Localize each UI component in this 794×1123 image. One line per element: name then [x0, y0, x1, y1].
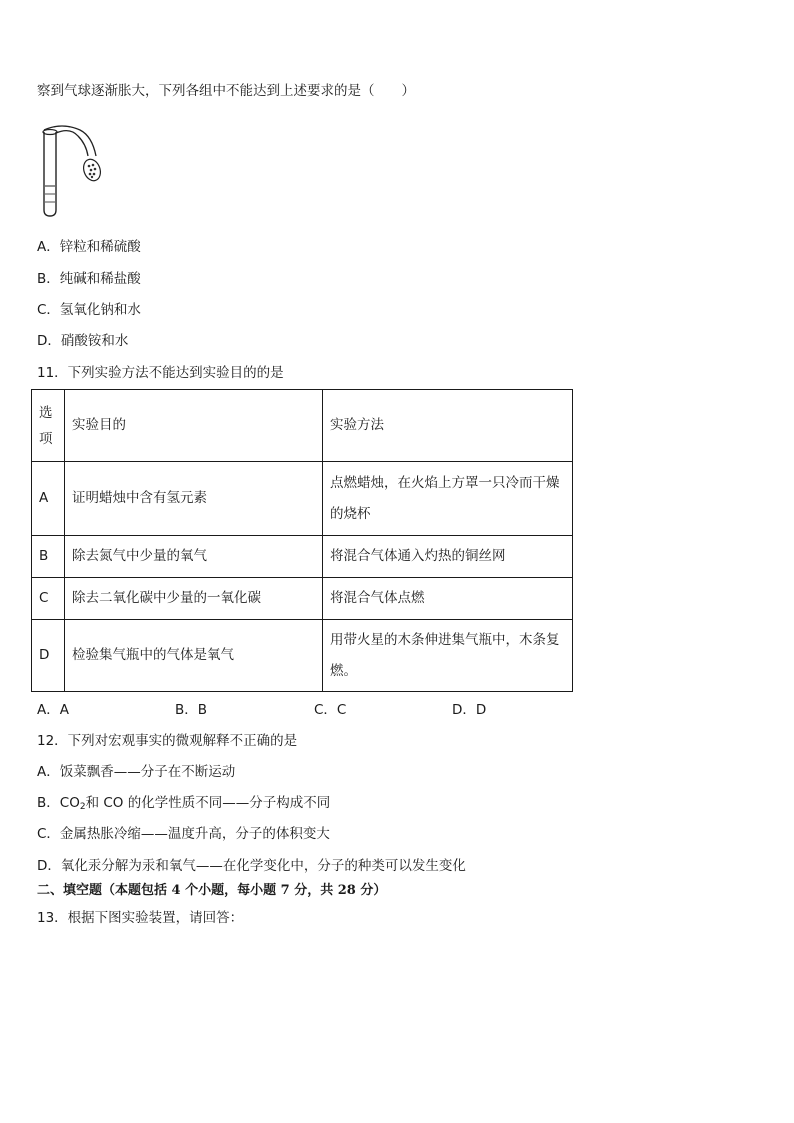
q12-stem: 12．下列对宏观事实的微观解释不正确的是: [37, 733, 298, 749]
q10-option-b: B．纯碱和稀盐酸: [37, 271, 141, 287]
table-row: [32, 462, 573, 536]
q11-answer-d: D．D: [452, 702, 487, 718]
row-method: 点燃蜡烛，在火焰上方罩一只冷而干燥 的烧杯: [323, 462, 573, 536]
experiment-table: [31, 389, 573, 692]
q12-option-c: C．金属热胀冷缩——温度升高，分子的体积变大: [37, 826, 330, 842]
row-purpose: 除去二氧化碳中少量的一氧化碳: [65, 578, 323, 620]
table-row: [32, 578, 573, 620]
q13-stem: 13．根据下图实验装置，请回答：: [37, 910, 244, 926]
header-purpose: 实验目的: [65, 390, 323, 462]
q11-answer-b: B．B: [175, 702, 208, 718]
q12-option-b: B．$CO_2$和 CO 的化学性质不同——分子构成不同: [37, 795, 331, 812]
row-purpose: 证明蜡烛中含有氢元素: [65, 462, 323, 536]
header-option: 选项: [32, 390, 65, 462]
q10-option-d: D．硝酸铵和水: [37, 333, 129, 349]
q10-option-a: A．锌粒和稀硫酸: [37, 239, 141, 255]
q11-answer-a: A．A: [37, 702, 69, 718]
row-purpose: 除去氮气中少量的氧气: [65, 536, 323, 578]
table-row: [32, 620, 573, 692]
row-option: B: [32, 536, 65, 578]
table-header-row: [32, 390, 573, 462]
row-option: C: [32, 578, 65, 620]
row-method: 用带火星的木条伸进集气瓶中，木条复 燃。: [323, 620, 573, 692]
q10-stem-tail: 察到气球逐渐胀大，下列各组中不能达到上述要求的是（ ）: [37, 83, 415, 99]
table-row: [32, 536, 573, 578]
test-tube-balloon-figure: [36, 124, 116, 220]
section-title: 二、填空题（本题包括 4 个小题，每小题 7 分，共 28 分）: [37, 883, 387, 898]
row-method: 将混合气体点燃: [323, 578, 573, 620]
q11-answer-c: C．C: [314, 702, 347, 718]
row-option: D: [32, 620, 65, 692]
row-method: 将混合气体通入灼热的铜丝网: [323, 536, 573, 578]
header-method: 实验方法: [323, 390, 573, 462]
q12-option-a: A．饭菜飘香——分子在不断运动: [37, 764, 236, 780]
q12-option-d: D．氧化汞分解为汞和氧气——在化学变化中，分子的种类可以发生变化: [37, 858, 466, 874]
row-option: A: [32, 462, 65, 536]
row-purpose: 检验集气瓶中的气体是氧气: [65, 620, 323, 692]
q11-stem: 11．下列实验方法不能达到实验目的的是: [37, 365, 284, 381]
q10-option-c: C．氢氧化钠和水: [37, 302, 141, 318]
